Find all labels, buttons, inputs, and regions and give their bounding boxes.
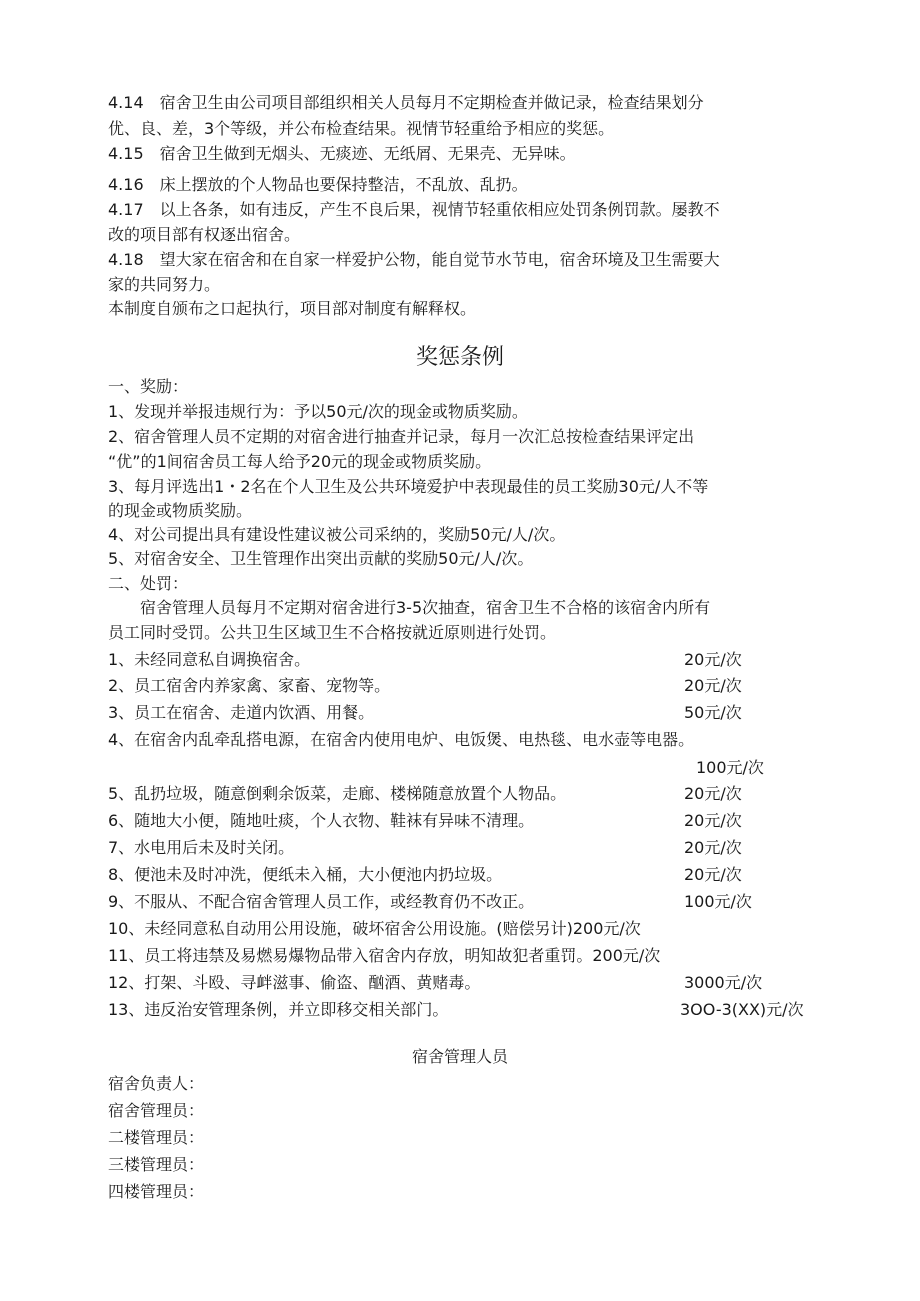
penalty-amount-6: 20元/次 — [684, 811, 742, 830]
penalty-intro-line-1: 宿舍管理人员每月不定期对宿舍进行3-5次抽查，宿舍卫生不合格的该宿舍内所有 — [108, 598, 711, 617]
penalty-item-11: 11、员工将违禁及易燃易爆物品带入宿舍内存放，明知故犯者重罚。200元/次 — [108, 946, 661, 965]
penalty-amount-9: 100元/次 — [684, 892, 752, 911]
reward-item-2-line-1: 2、宿舍管理人员不定期的对宿舍进行抽查并记录，每月一次汇总按检查结果评定出 — [108, 427, 695, 446]
reward-item-4: 4、对公司提出具有建设性建议被公司采纳的，奖励50元/人/次。 — [108, 525, 566, 544]
penalty-amount-12: 3000元/次 — [684, 973, 763, 992]
penalty-item-9: 9、不服从、不配合宿舍管理人员工作，或经教育仍不改正。 — [108, 892, 535, 911]
reward-heading: 一、奖励： — [108, 377, 189, 396]
clause-4-14-line-1: 4.14 宿舍卫生由公司项目部组织相关人员每月不定期检查并做记录，检查结果划分 — [108, 93, 704, 112]
staff-title: 宿舍管理人员 — [411, 1047, 508, 1066]
penalty-item-12: 12、打架、斗殴、寻衅滋事、偷盗、酗酒、黄赌毒。 — [108, 973, 481, 992]
penalty-item-13: 13、违反治安管理条例，并立即移交相关部门。 — [108, 1000, 449, 1019]
clause-4-14-line-2: 优、良、差，3个等级，并公布检查结果。视情节轻重给予相应的奖惩。 — [108, 119, 615, 138]
staff-role-floor-2: 二楼管理员： — [108, 1128, 205, 1147]
penalty-amount-13: 3OO-3(XX)元/次 — [680, 1000, 804, 1019]
penalty-intro-line-2: 员工同时受罚。公共卫生区域卫生不合格按就近原则进行处罚。 — [108, 623, 557, 642]
penalty-item-4: 4、在宿舍内乱牵乱搭电源，在宿舍内使用电炉、电饭煲、电热毯、电水壶等电器。 — [108, 730, 695, 749]
penalty-amount-8: 20元/次 — [684, 865, 742, 884]
penalty-amount-5: 20元/次 — [684, 784, 742, 803]
penalty-amount-3: 50元/次 — [684, 703, 742, 722]
rules-title: 奖惩条例 — [415, 345, 504, 370]
reward-item-3-line-1: 3、每月评选出1・2名在个人卫生及公共环境爱护中表现最佳的员工奖励30元/人不等 — [108, 477, 709, 496]
penalty-item-3: 3、员工在宿舍、走道内饮酒、用餐。 — [108, 703, 375, 722]
penalty-amount-4: 100元/次 — [696, 758, 764, 777]
penalty-item-7: 7、水电用后未及时关闭。 — [108, 838, 295, 857]
penalty-item-5: 5、乱扔垃圾，随意倒剩余饭菜，走廊、楼梯随意放置个人物品。 — [108, 784, 567, 803]
penalty-item-6: 6、随地大小便，随地吐痰，个人衣物、鞋袜有异味不清理。 — [108, 811, 535, 830]
clause-4-16: 4.16 床上摆放的个人物品也要保持整洁，不乱放、乱扔。 — [108, 175, 528, 194]
penalty-amount-1: 20元/次 — [684, 650, 742, 669]
reward-item-1: 1、发现并举报违规行为：予以50元/次的现金或物质奖励。 — [108, 402, 528, 421]
penalty-amount-2: 20元/次 — [684, 676, 742, 695]
clause-4-15: 4.15 宿舍卫生做到无烟头、无痰迹、无纸屑、无果壳、无异味。 — [108, 144, 576, 163]
reward-item-2-line-2: “优”的1间宿舍员工每人给予20元的现金或物质奖励。 — [108, 452, 492, 471]
clause-4-17-line-1: 4.17 以上各条，如有违反，产生不良后果，视情节轻重依相应处罚条例罚款。屡教不 — [108, 200, 720, 219]
staff-role-floor-4: 四楼管理员： — [108, 1182, 205, 1201]
staff-role-manager: 宿舍管理员： — [108, 1101, 205, 1120]
penalty-item-2: 2、员工宿舍内养家禽、家畜、宠物等。 — [108, 676, 391, 695]
penalty-item-8: 8、便池未及时冲洗，便纸未入桶，大小便池内扔垃圾。 — [108, 865, 503, 884]
clause-4-18-line-1: 4.18 望大家在宿舍和在自家一样爱护公物，能自觉节水节电，宿舍环境及卫生需要大 — [108, 250, 720, 269]
penalty-item-1: 1、未经同意私自调换宿舍。 — [108, 650, 311, 669]
penalty-amount-7: 20元/次 — [684, 838, 742, 857]
clause-4-18-line-2: 家的共同努力。 — [108, 275, 221, 294]
reward-item-3-line-2: 的现金或物质奖励。 — [108, 501, 253, 520]
clause-4-17-line-2: 改的项目部有权逐出宿舍。 — [108, 225, 301, 244]
staff-role-head: 宿舍负责人： — [108, 1074, 205, 1093]
penalty-item-10: 10、未经同意私自动用公用设施，破坏宿舍公用设施。(赔偿另计)200元/次 — [108, 919, 641, 938]
reward-item-5: 5、对宿舍安全、卫生管理作出突出贡献的奖励50元/人/次。 — [108, 549, 534, 568]
penalty-heading: 二、处罚： — [108, 574, 189, 593]
staff-role-floor-3: 三楼管理员： — [108, 1155, 205, 1174]
enforcement-note: 本制度自颁布之口起执行，项目部对制度有解释权。 — [108, 299, 477, 318]
